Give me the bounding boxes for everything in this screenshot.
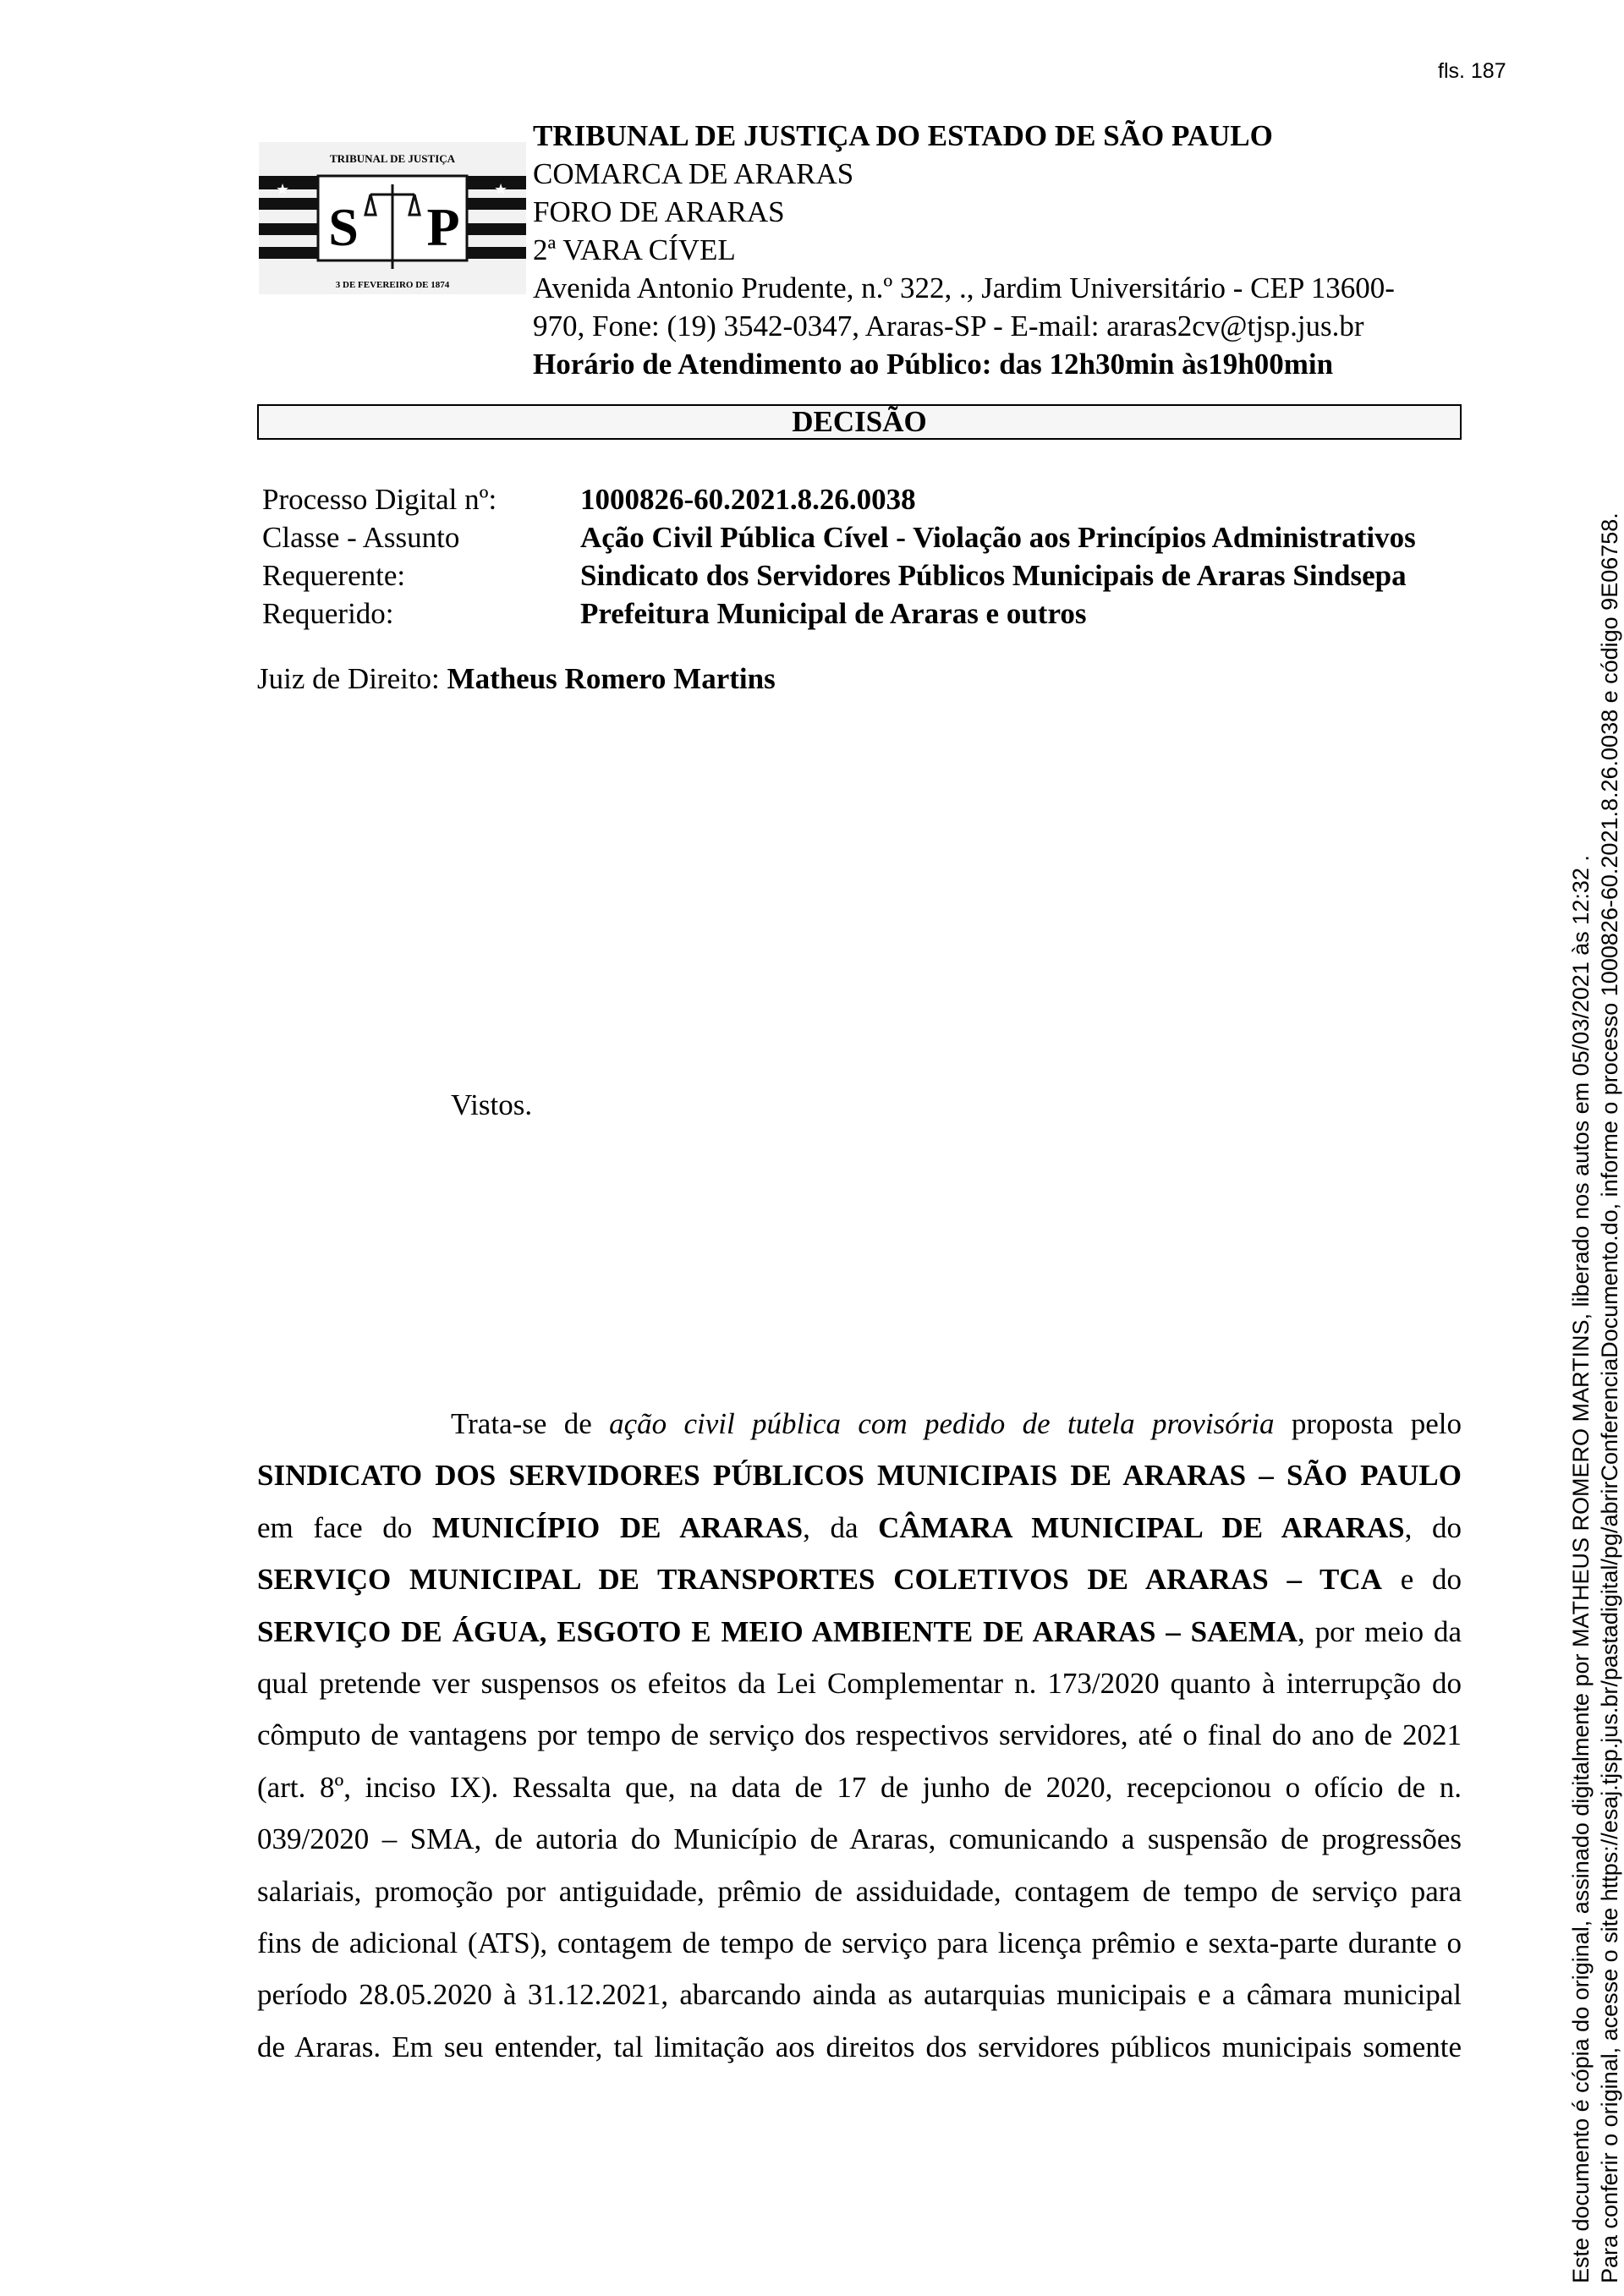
vara: 2ª VARA CÍVEL (533, 233, 736, 266)
authenticity-line-1: Este documento é cópia do original, assinado digitalmente por MATHEUS ROMERO MARTINS, liberado nos autos em 05/03/2021 às 12:32 . (1568, 855, 1594, 2283)
judge-name: Matheus Romero Martins (447, 662, 776, 695)
body-line: qual pretende ver suspensos os efeitos da Lei Complementar n. 173/2020 quanto à interrupção do (257, 1667, 1462, 1701)
logo-letter-s: S (328, 197, 359, 257)
body-line: de Araras. Em seu entender, tal limitação aos direitos dos servidores públicos municipais somente (257, 2030, 1462, 2063)
logo-date-text: 3 DE FEVEREIRO DE 1874 (335, 280, 450, 290)
case-row (262, 518, 1416, 556)
svg-text:★: ★ (276, 181, 290, 198)
court-header (533, 117, 1395, 383)
case-details (262, 480, 1416, 633)
body-line: 039/2020 – SMA, de autoria do Município de Araras, comunicando a suspensão de progressões (257, 1822, 1462, 1856)
case-value: Sindicato dos Servidores Públicos Municipais de Araras Sindsepa (580, 559, 1407, 592)
case-value: 1000826-60.2021.8.26.0038 (580, 483, 916, 516)
case-value: Prefeitura Municipal de Araras e outros (580, 597, 1087, 630)
comarca: COMARCA DE ARARAS (533, 157, 854, 190)
case-label: Processo Digital nº: (262, 483, 497, 516)
judge-line (257, 662, 776, 696)
body-line: em face do MUNICÍPIO DE ARARAS, da CÂMARA MUNICIPAL DE ARARAS, do (257, 1510, 1462, 1544)
case-label: Classe - Assunto (262, 521, 460, 554)
case-row (262, 556, 1416, 595)
case-label: Requerido: (262, 597, 394, 630)
tjsp-logo (259, 142, 526, 294)
foro: FORO DE ARARAS (533, 195, 785, 228)
body-line: salariais, promoção por antiguidade, prêmio de assiduidade, contagem de tempo de serviço para (257, 1874, 1462, 1908)
body-line: (art. 8º, inciso IX). Ressalta que, na data de 17 de junho de 2020, recepcionou o ofício de n. (257, 1770, 1462, 1804)
document-type-box: DECISÃO (257, 404, 1462, 440)
svg-text:★: ★ (494, 181, 508, 198)
vistos: Vistos. (451, 1088, 533, 1121)
body-line: cômputo de vantagens por tempo de serviço dos respectivos servidores, até o final do ano de 2021 (257, 1718, 1462, 1752)
authenticity-note (1566, 512, 1624, 2283)
authenticity-line-2: Para conferir o original, acesse o site https://esaj.tjsp.jus.br/pastadigital/pg/abrirConferenciaDocumento.do, informe o processo 1000826-60.2021.8.26.0038 e código 9E06758. (1597, 512, 1622, 2283)
court-name: TRIBUNAL DE JUSTIÇA DO ESTADO DE SÃO PAULO (533, 119, 1273, 152)
case-value: Ação Civil Pública Cível - Violação aos Princípios Administrativos (580, 521, 1416, 554)
case-row (262, 480, 1416, 518)
body-line: fins de adicional (ATS), contagem de tempo de serviço para licença prêmio e sexta-parte durante o (257, 1926, 1462, 1960)
body-line: período 28.05.2020 à 31.12.2021, abarcando ainda as autarquias municipais e a câmara municipal (257, 1978, 1462, 2012)
decision-body (257, 1398, 1462, 2073)
office-hours: Horário de Atendimento ao Público: das 12h30min às19h00min (533, 348, 1334, 381)
case-row (262, 595, 1416, 633)
logo-letter-p: P (426, 197, 460, 257)
body-line: SINDICATO DOS SERVIDORES PÚBLICOS MUNICIPAIS DE ARARAS – SÃO PAULO (257, 1459, 1462, 1493)
body-line: Trata-se de ação civil pública com pedido de tutela provisória proposta pelo (451, 1407, 1462, 1440)
body-line: SERVIÇO DE ÁGUA, ESGOTO E MEIO AMBIENTE DE ARARAS – SAEMA, por meio da (257, 1614, 1462, 1648)
judge-label: Juiz de Direito: (257, 662, 447, 695)
case-label: Requerente: (262, 559, 406, 592)
page-number: fls. 187 (1438, 59, 1506, 83)
body-line: SERVIÇO MUNICIPAL DE TRANSPORTES COLETIVOS DE ARARAS – TCA e do (257, 1563, 1462, 1597)
address-line-1: Avenida Antonio Prudente, n.º 322, ., Jardim Universitário - CEP 13600- (533, 271, 1395, 304)
logo-top-text: TRIBUNAL DE JUSTIÇA (329, 152, 456, 165)
address-line-2: 970, Fone: (19) 3542-0347, Araras-SP - E-mail: araras2cv@tjsp.jus.br (533, 310, 1364, 342)
